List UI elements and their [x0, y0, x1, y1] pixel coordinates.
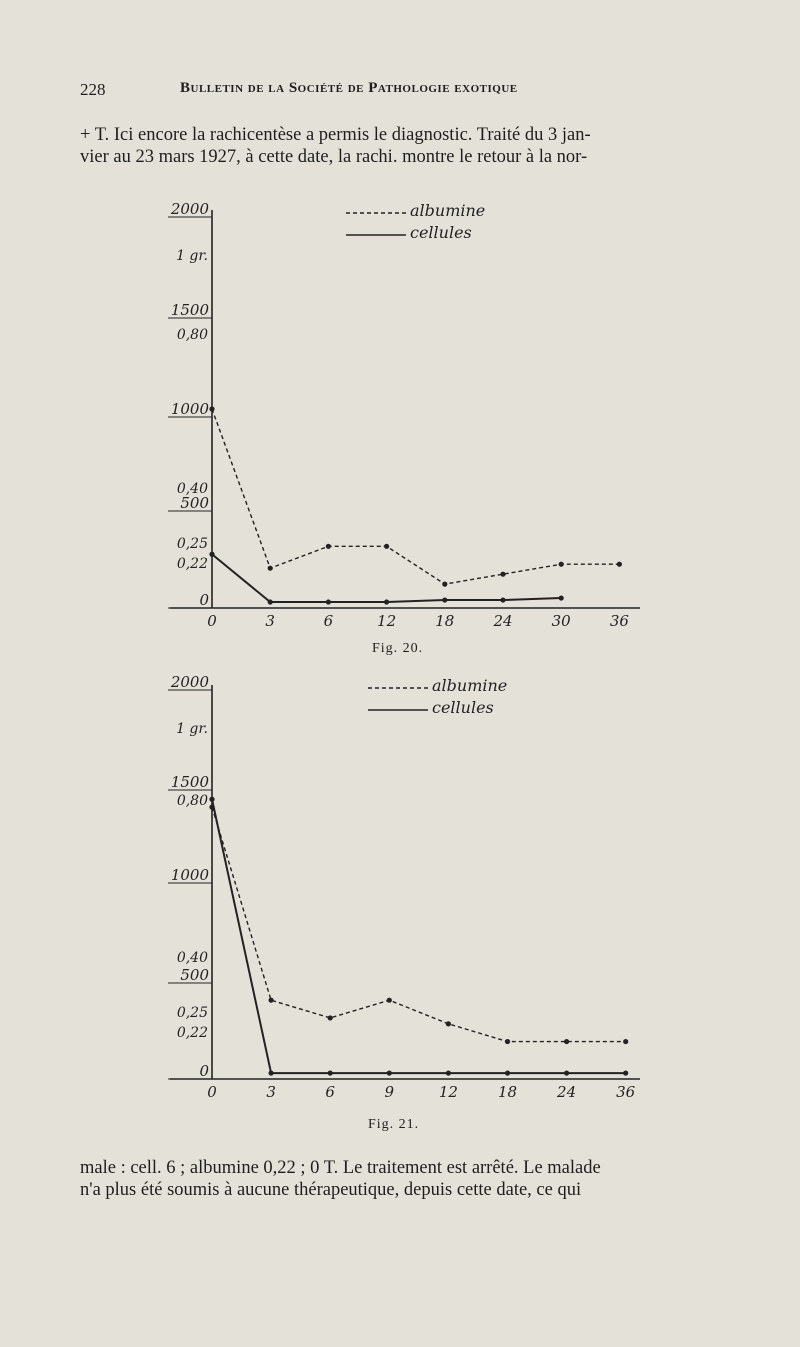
y-tick-cells-label: 2000 [170, 200, 209, 218]
data-point-albumine [384, 544, 389, 549]
x-tick-label: 6 [325, 1083, 335, 1101]
data-point-albumine [209, 406, 214, 411]
data-point-cellules [505, 1070, 510, 1075]
x-tick-label: 3 [266, 1083, 276, 1101]
y-tick-cells-label: 2000 [170, 673, 209, 691]
data-point-cellules [209, 552, 214, 557]
x-tick-label: 18 [497, 1083, 518, 1101]
data-point-cellules [442, 597, 447, 602]
y-tick-cells-label: 500 [180, 494, 209, 512]
legend-cells-label: cellules [432, 698, 494, 717]
figure-20-caption: Fig. 20. [372, 641, 424, 656]
x-tick-label: 0 [207, 612, 217, 630]
data-point-albumine [446, 1021, 451, 1026]
data-point-albumine [623, 1039, 628, 1044]
legend-albumin-label: albumine [432, 676, 508, 695]
x-tick-label: 18 [435, 612, 455, 630]
y-tick-albumin-label: 0,22 [176, 1025, 208, 1041]
y-tick-cells-label: 500 [180, 966, 209, 984]
series-line-cellules [212, 554, 561, 602]
data-point-cellules [446, 1070, 451, 1075]
text-line: male : cell. 6 ; albumine 0,22 ; 0 T. Le traitement est arrêté. Le malade [80, 1158, 601, 1178]
data-point-albumine [387, 998, 392, 1003]
figure-21-caption: Fig. 21. [368, 1117, 420, 1132]
y-tick-albumin-label: 0,80 [176, 793, 208, 809]
y-tick-cells-label: 0 [199, 591, 209, 609]
data-point-cellules [328, 1070, 333, 1075]
y-tick-albumin-label: 1 gr. [176, 721, 208, 737]
data-point-albumine [326, 544, 331, 549]
y-tick-albumin-label: 0,25 [176, 1005, 208, 1021]
data-point-albumine [564, 1039, 569, 1044]
figure-21-chart [0, 665, 800, 1115]
text-line: n'a plus été soumis à aucune thérapeutique, depuis cette date, ce qui [80, 1180, 582, 1200]
data-point-cellules [209, 797, 214, 802]
running-title: Bulletin de la Société de Pathologie exotique [180, 80, 518, 96]
data-point-albumine [500, 572, 505, 577]
x-tick-label: 9 [384, 1083, 395, 1101]
page-number: 228 [80, 80, 106, 99]
x-tick-label: 30 [551, 612, 571, 630]
data-point-cellules [326, 599, 331, 604]
data-point-albumine [505, 1039, 510, 1044]
y-tick-cells-label: 1500 [170, 773, 209, 791]
data-point-cellules [564, 1070, 569, 1075]
y-tick-cells-label: 1500 [170, 301, 209, 319]
x-tick-label: 24 [557, 1083, 577, 1101]
data-point-albumine [442, 582, 447, 587]
paragraph-bottom [80, 1157, 724, 1201]
x-tick-label: 36 [616, 1083, 636, 1101]
x-tick-label: 0 [207, 1083, 217, 1101]
paragraph-top [80, 124, 724, 168]
data-point-cellules [269, 1070, 274, 1075]
y-tick-cells-label: 1000 [170, 866, 209, 884]
series-line-albumine [212, 807, 626, 1041]
series-line-cellules [212, 799, 626, 1073]
figure-20-chart [0, 190, 800, 640]
data-point-albumine [559, 562, 564, 567]
text-line: vier au 23 mars 1927, à cette date, la rachi. montre le retour à la nor- [80, 147, 588, 167]
data-point-cellules [559, 595, 564, 600]
x-tick-label: 3 [265, 612, 275, 630]
y-tick-albumin-label: 0,22 [176, 556, 208, 572]
x-tick-label: 12 [377, 612, 397, 630]
data-point-cellules [268, 599, 273, 604]
data-point-albumine [268, 566, 273, 571]
data-point-cellules [500, 597, 505, 602]
data-point-albumine [269, 998, 274, 1003]
y-tick-cells-label: 0 [199, 1062, 209, 1080]
legend-cells-label: cellules [410, 223, 472, 242]
y-tick-albumin-label: 0,80 [176, 327, 208, 343]
y-tick-albumin-label: 1 gr. [176, 248, 208, 264]
x-tick-label: 12 [438, 1083, 458, 1101]
data-point-cellules [387, 1070, 392, 1075]
y-tick-albumin-label: 0,40 [176, 950, 208, 966]
y-tick-cells-label: 1000 [170, 400, 209, 418]
x-tick-label: 36 [609, 612, 629, 630]
page-header [80, 80, 720, 104]
legend-albumin-label: albumine [410, 201, 486, 220]
series-line-albumine [212, 409, 619, 584]
data-point-cellules [384, 599, 389, 604]
data-point-albumine [328, 1015, 333, 1020]
y-tick-albumin-label: 0,40 [176, 481, 208, 497]
data-point-cellules [623, 1070, 628, 1075]
x-tick-label: 6 [323, 612, 334, 630]
x-tick-label: 24 [493, 612, 513, 630]
data-point-albumine [617, 562, 622, 567]
y-tick-albumin-label: 0,25 [176, 536, 208, 552]
text-line: + T. Ici encore la rachicentèse a permis le diagnostic. Traité du 3 jan- [80, 125, 591, 145]
